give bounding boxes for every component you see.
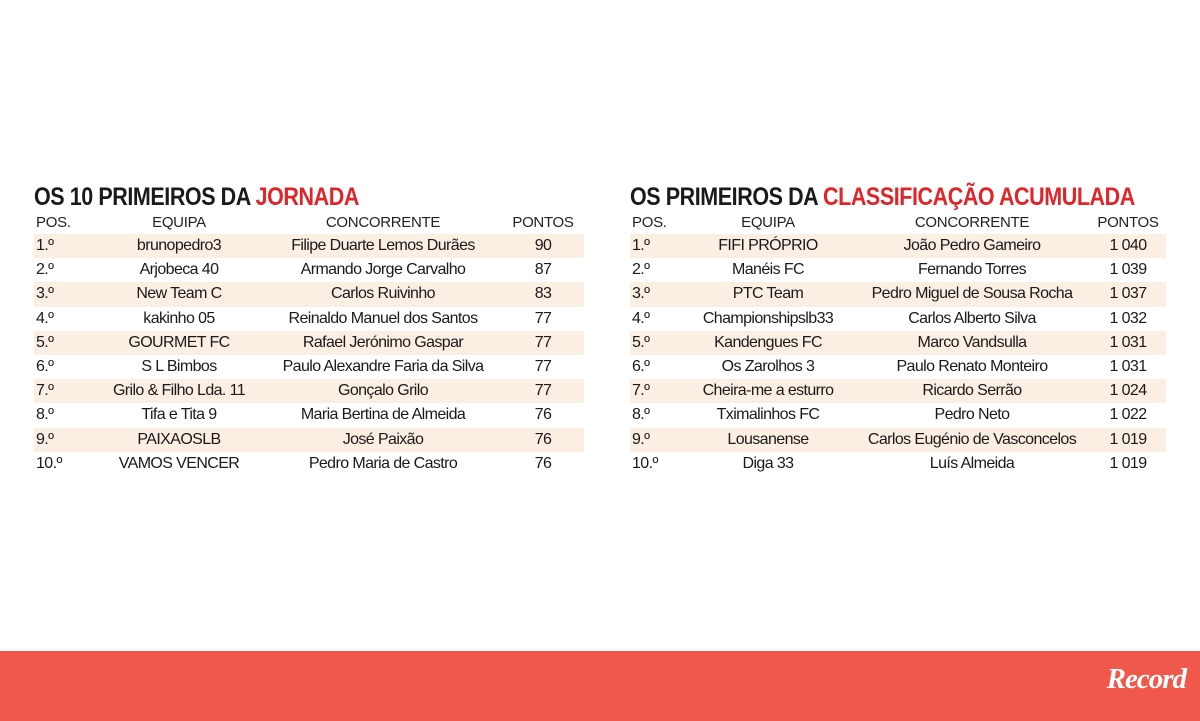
table-row — [34, 282, 584, 306]
table-row — [630, 403, 1166, 427]
row-team: FIFI PRÓPRIO — [682, 234, 854, 258]
header-pos: POS. — [36, 214, 71, 231]
row-pos: 10.º — [630, 452, 682, 476]
row-competitor: Paulo Renato Monteiro — [854, 355, 1090, 379]
table-row — [630, 331, 1166, 355]
row-pos: 1.º — [34, 234, 94, 258]
row-pos: 9.º — [34, 428, 94, 452]
table-row — [630, 355, 1166, 379]
row-team: Championshipslb33 — [682, 307, 854, 331]
row-team: Kandengues FC — [682, 331, 854, 355]
row-team: Tifa e Tita 9 — [94, 403, 264, 427]
row-points: 76 — [502, 428, 584, 452]
row-points: 1 019 — [1090, 428, 1166, 452]
row-competitor: Armando Jorge Carvalho — [264, 258, 502, 282]
header-pos: POS. — [632, 214, 667, 231]
header-competitor: CONCORRENTE — [914, 214, 1030, 231]
row-team: Tximalinhos FC — [682, 403, 854, 427]
row-competitor: Pedro Maria de Castro — [264, 452, 502, 476]
left-table-title — [34, 182, 507, 212]
row-points: 77 — [502, 331, 584, 355]
row-competitor: Filipe Duarte Lemos Durães — [264, 234, 502, 258]
row-competitor: Fernando Torres — [854, 258, 1090, 282]
row-team: PTC Team — [682, 282, 854, 306]
row-competitor: Maria Bertina de Almeida — [264, 403, 502, 427]
table-row — [34, 234, 584, 258]
row-points: 77 — [502, 307, 584, 331]
row-pos: 2.º — [630, 258, 682, 282]
row-team: GOURMET FC — [94, 331, 264, 355]
row-pos: 3.º — [630, 282, 682, 306]
record-logo[interactable]: Record — [1106, 663, 1186, 695]
table-row — [34, 403, 584, 427]
row-points: 87 — [502, 258, 584, 282]
row-pos: 5.º — [34, 331, 94, 355]
row-competitor: Pedro Miguel de Sousa Rocha — [854, 282, 1090, 306]
row-competitor: Ricardo Serrão — [854, 379, 1090, 403]
row-competitor: Gonçalo Grilo — [264, 379, 502, 403]
row-competitor: Luís Almeida — [854, 452, 1090, 476]
right-standings-panel — [630, 182, 1166, 476]
right-table-body — [630, 234, 1166, 476]
row-pos: 8.º — [630, 403, 682, 427]
left-title-prefix: OS 10 PRIMEIROS DA — [34, 183, 256, 211]
table-row — [630, 428, 1166, 452]
row-points: 1 031 — [1090, 355, 1166, 379]
table-row — [630, 307, 1166, 331]
row-team: New Team C — [94, 282, 264, 306]
row-competitor: Carlos Eugénio de Vasconcelos — [854, 428, 1090, 452]
table-header-row — [630, 212, 1166, 234]
row-pos: 10.º — [34, 452, 94, 476]
left-title-highlight: JORNADA — [255, 183, 359, 211]
table-row — [34, 355, 584, 379]
row-team: Lousanense — [682, 428, 854, 452]
row-team: kakinho 05 — [94, 307, 264, 331]
right-standings-table — [630, 212, 1166, 476]
header-points: PONTOS — [1097, 214, 1159, 231]
table-header-row — [34, 212, 584, 234]
row-competitor: Marco Vandsulla — [854, 331, 1090, 355]
row-competitor: José Paixão — [264, 428, 502, 452]
footer-bar — [0, 651, 1200, 721]
row-points: 90 — [502, 234, 584, 258]
row-points: 1 031 — [1090, 331, 1166, 355]
right-title-highlight: CLASSIFICAÇÃO ACUMULADA — [823, 183, 1135, 211]
row-competitor: Reinaldo Manuel dos Santos — [264, 307, 502, 331]
table-row — [630, 258, 1166, 282]
row-team: Cheira-me a esturro — [682, 379, 854, 403]
row-pos: 9.º — [630, 428, 682, 452]
row-competitor: João Pedro Gameiro — [854, 234, 1090, 258]
row-pos: 8.º — [34, 403, 94, 427]
table-row — [630, 379, 1166, 403]
row-competitor: Carlos Alberto Silva — [854, 307, 1090, 331]
row-team: Manéis FC — [682, 258, 854, 282]
row-points: 1 024 — [1090, 379, 1166, 403]
row-pos: 3.º — [34, 282, 94, 306]
row-pos: 5.º — [630, 331, 682, 355]
table-row — [34, 331, 584, 355]
row-points: 76 — [502, 403, 584, 427]
row-competitor: Rafael Jerónimo Gaspar — [264, 331, 502, 355]
right-title-prefix: OS PRIMEIROS DA — [630, 183, 824, 211]
table-row — [34, 452, 584, 476]
row-pos: 2.º — [34, 258, 94, 282]
row-competitor: Carlos Ruivinho — [264, 282, 502, 306]
row-points: 1 040 — [1090, 234, 1166, 258]
row-points: 1 032 — [1090, 307, 1166, 331]
row-pos: 6.º — [34, 355, 94, 379]
row-team: VAMOS VENCER — [94, 452, 264, 476]
row-team: brunopedro3 — [94, 234, 264, 258]
row-points: 77 — [502, 379, 584, 403]
left-standings-panel — [34, 182, 584, 476]
row-team: PAIXAOSLB — [94, 428, 264, 452]
row-team: Arjobeca 40 — [94, 258, 264, 282]
table-row — [34, 428, 584, 452]
row-points: 76 — [502, 452, 584, 476]
header-competitor: CONCORRENTE — [325, 214, 441, 231]
row-points: 1 039 — [1090, 258, 1166, 282]
left-standings-table — [34, 212, 584, 476]
row-pos: 4.º — [34, 307, 94, 331]
table-row — [630, 234, 1166, 258]
row-competitor: Paulo Alexandre Faria da Silva — [264, 355, 502, 379]
table-row — [34, 379, 584, 403]
row-team: Diga 33 — [682, 452, 854, 476]
header-team: EQUIPA — [152, 214, 206, 231]
row-competitor: Pedro Neto — [854, 403, 1090, 427]
row-pos: 7.º — [630, 379, 682, 403]
row-team: Os Zarolhos 3 — [682, 355, 854, 379]
row-points: 77 — [502, 355, 584, 379]
row-pos: 1.º — [630, 234, 682, 258]
row-pos: 7.º — [34, 379, 94, 403]
row-team: S L Bimbos — [94, 355, 264, 379]
row-pos: 6.º — [630, 355, 682, 379]
table-row — [630, 282, 1166, 306]
table-row — [34, 307, 584, 331]
left-table-body — [34, 234, 584, 476]
row-points: 83 — [502, 282, 584, 306]
table-row — [630, 452, 1166, 476]
table-row — [34, 258, 584, 282]
row-points: 1 019 — [1090, 452, 1166, 476]
row-team: Grilo & Filho Lda. 11 — [94, 379, 264, 403]
right-table-title — [630, 182, 1135, 212]
header-points: PONTOS — [512, 214, 574, 231]
row-points: 1 037 — [1090, 282, 1166, 306]
row-points: 1 022 — [1090, 403, 1166, 427]
header-team: EQUIPA — [741, 214, 795, 231]
row-pos: 4.º — [630, 307, 682, 331]
